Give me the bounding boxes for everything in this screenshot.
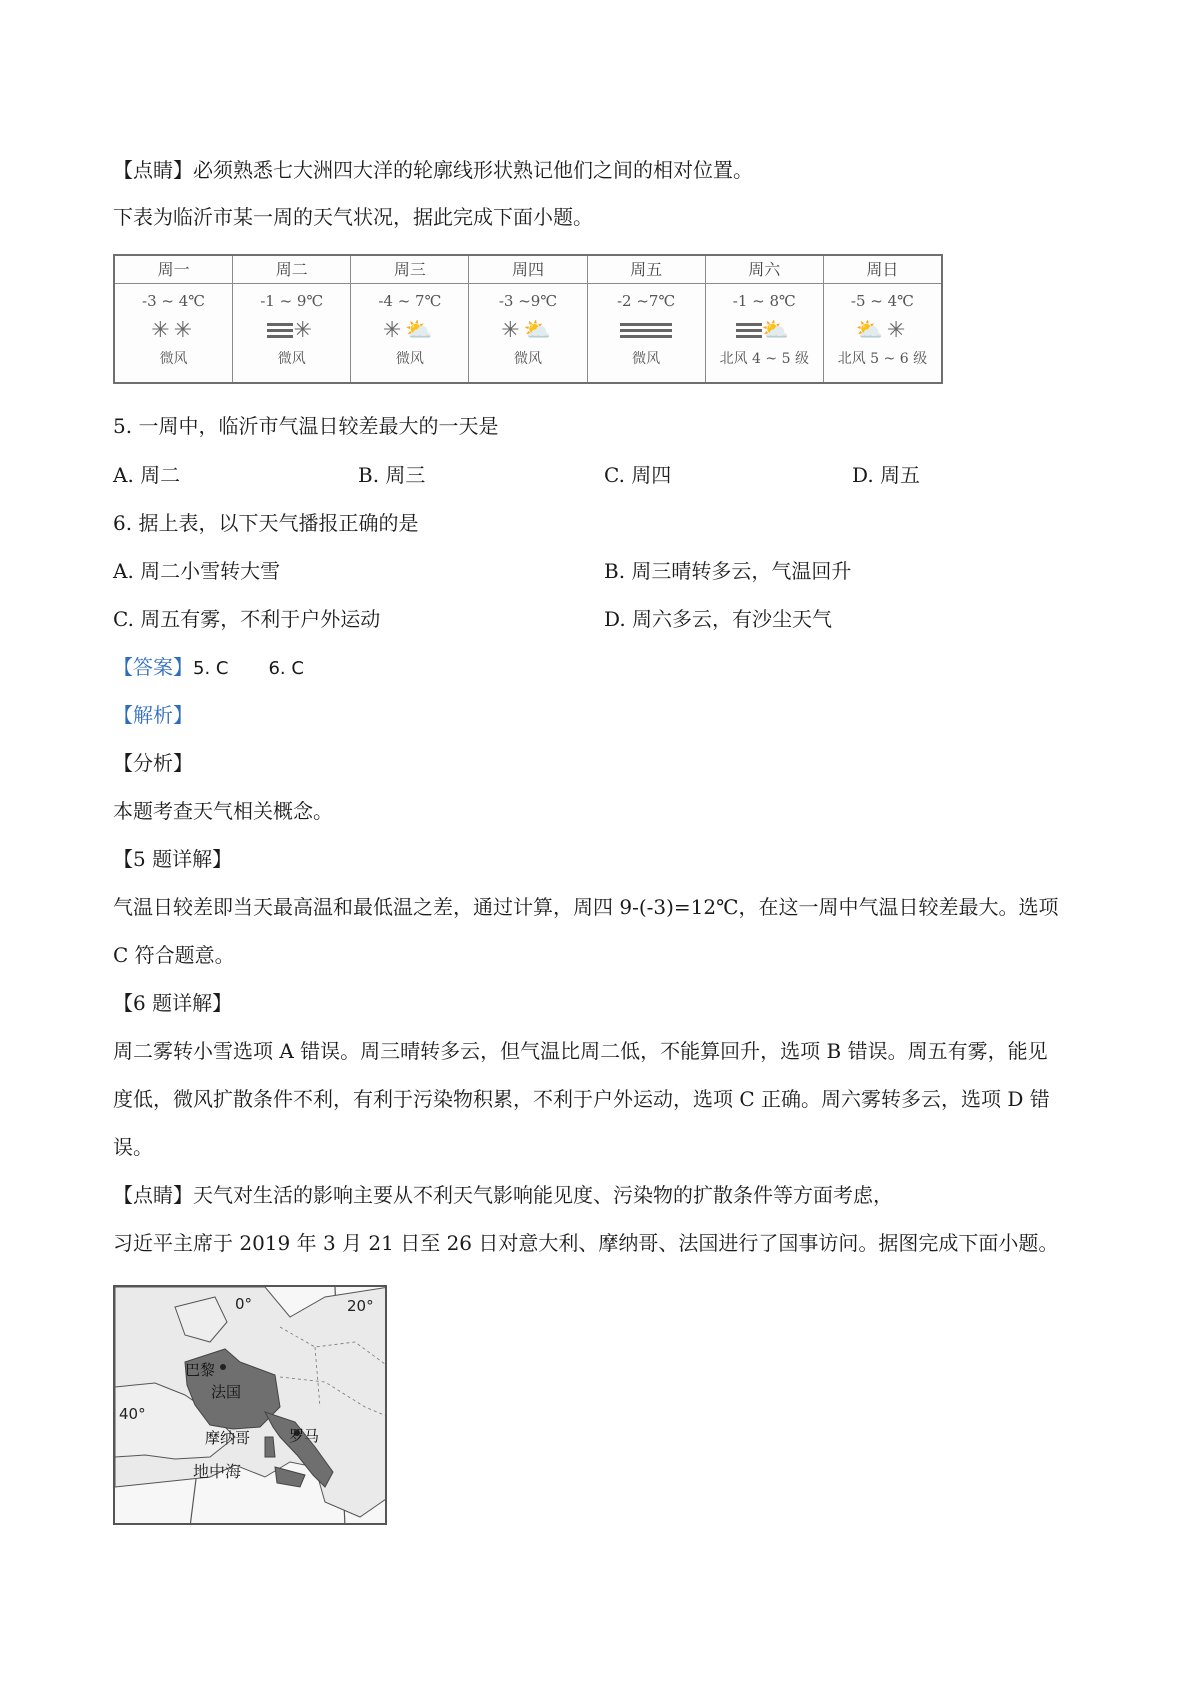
map-label-france: 法国: [211, 1383, 242, 1401]
fenxi-text: 本题考查天气相关概念。: [113, 799, 333, 823]
partly-cloudy-icon: ⛅: [855, 318, 887, 343]
q6-option-d[interactable]: D. 周六多云，有沙尘天气: [604, 607, 833, 631]
weather-day-label: 周日: [824, 256, 941, 284]
weather-icons: [824, 316, 941, 346]
weather-day-label: 周六: [706, 256, 823, 284]
snow-icon: ✳: [151, 318, 174, 343]
weather-wind: 微风: [395, 351, 424, 367]
detail-5-text-2: C 符合题意。: [113, 943, 235, 967]
weather-wind: 北风 5 ~ 6 级: [837, 351, 928, 367]
weather-temp: -3 ~ 4℃: [142, 292, 206, 310]
dianjing-2: 【点睛】天气对生活的影响主要从不利天气影响能见度、污染物的扩散条件等方面考虑，: [113, 1183, 893, 1207]
partly-cloudy-icon: ⛅: [523, 318, 555, 343]
weather-wind: 微风: [513, 351, 542, 367]
weather-day-label: 周二: [233, 256, 350, 284]
map-drawing: [115, 1287, 387, 1525]
map-label-rome: 罗马: [289, 1427, 320, 1445]
paris-dot: [220, 1364, 226, 1370]
q6-option-c[interactable]: C. 周五有雾，不利于户外运动: [113, 607, 381, 631]
detail-6-text-2: 度低，微风扩散条件不利，有利于污染物积累，不利于户外运动，选项 C 正确。周六雾转多云，选项 D 错: [113, 1087, 1050, 1111]
fog-icon: [646, 323, 672, 339]
fog-icon: [620, 323, 646, 339]
snow-icon: ✳: [293, 318, 316, 343]
weather-day-1: [115, 256, 233, 382]
q5-option-c[interactable]: C. 周四: [604, 463, 672, 487]
weather-day-7: [824, 256, 941, 382]
weather-day-3: [351, 256, 469, 382]
weather-wind: 微风: [277, 351, 306, 367]
weather-day-4: [469, 256, 587, 382]
dianjing-1: 【点睛】必须熟悉七大洲四大洋的轮廓线形状熟记他们之间的相对位置。: [113, 158, 753, 182]
weather-day-label: 周三: [351, 256, 468, 284]
detail-5-heading: 【5 题详解】: [113, 847, 233, 871]
fog-icon: [267, 323, 293, 339]
weather-day-label: 周五: [588, 256, 705, 284]
q5-option-d[interactable]: D. 周五: [852, 463, 921, 487]
map-intro: 习近平主席于 2019 年 3 月 21 日至 26 日对意大利、摩纳哥、法国进行了国事访问。据图完成下面小题。: [113, 1231, 1059, 1255]
weather-icons: [469, 316, 586, 346]
weather-icons: [115, 316, 232, 346]
detail-5-text-1: 气温日较差即当天最高温和最低温之差，通过计算，周四 9-(-3)=12℃，在这一周中气温日较差最大。选项: [113, 895, 1059, 919]
weather-temp: -3 ~9℃: [498, 292, 558, 310]
q5-option-a[interactable]: A. 周二: [113, 463, 181, 487]
weather-temp: -2 ~7℃: [616, 292, 676, 310]
map-label-monaco: 摩纳哥: [205, 1429, 251, 1447]
map-label-lon-20: 20°: [347, 1297, 374, 1315]
jiexi-heading: 【解析】: [113, 703, 193, 727]
q6-option-b[interactable]: B. 周三晴转多云，气温回升: [604, 559, 852, 583]
map-label-lon-0: 0°: [235, 1295, 253, 1313]
detail-6-heading: 【6 题详解】: [113, 991, 233, 1015]
weather-temp: -1 ~ 9℃: [260, 292, 324, 310]
weather-temp: -1 ~ 8℃: [732, 292, 796, 310]
fenxi-heading: 【分析】: [113, 751, 193, 775]
weather-temp: -4 ~ 7℃: [378, 292, 442, 310]
answer-line: 【答案】5. C 6. C: [113, 655, 304, 679]
weather-icons: [351, 316, 468, 346]
weather-day-2: [233, 256, 351, 382]
q5-stem: 5. 一周中，临沂市气温日较差最大的一天是: [113, 414, 499, 438]
weather-temp: -5 ~ 4℃: [850, 292, 914, 310]
weather-wind: 微风: [159, 351, 188, 367]
weather-wind: 微风: [632, 351, 661, 367]
snow-icon: ✳: [886, 318, 910, 343]
snow-icon: ✳: [382, 318, 406, 343]
table-intro: 下表为临沂市某一周的天气状况，据此完成下面小题。: [113, 205, 593, 229]
q6-option-a[interactable]: A. 周二小雪转大雪: [113, 559, 281, 583]
weather-icons: [233, 316, 350, 346]
partly-cloudy-icon: ⛅: [761, 318, 793, 343]
map-label-lat-40: 40°: [119, 1405, 146, 1423]
europe-map: [113, 1285, 387, 1525]
weather-icons: [706, 316, 823, 346]
weather-icons: [588, 316, 705, 346]
weather-day-5: [588, 256, 706, 382]
q5-option-b[interactable]: B. 周三: [358, 463, 426, 487]
q6-stem: 6. 据上表，以下天气播报正确的是: [113, 511, 419, 535]
weather-table: [113, 254, 943, 384]
fog-icon: [736, 323, 762, 339]
map-label-mediterranean: 地中海: [193, 1462, 242, 1481]
weather-day-6: [706, 256, 824, 382]
detail-6-text-1: 周二雾转小雪选项 A 错误。周三晴转多云，但气温比周二低，不能算回升，选项 B 错误。周五有雾，能见: [113, 1039, 1048, 1063]
weather-wind: 北风 4 ~ 5 级: [719, 351, 809, 367]
weather-day-label: 周一: [115, 256, 232, 284]
snow-icon: ✳: [173, 318, 196, 343]
detail-6-text-3: 误。: [113, 1135, 153, 1159]
weather-day-label: 周四: [469, 256, 586, 284]
map-label-paris: 巴黎: [185, 1361, 216, 1379]
snow-icon: ✳: [501, 318, 524, 343]
partly-cloudy-icon: ⛅: [405, 318, 437, 343]
